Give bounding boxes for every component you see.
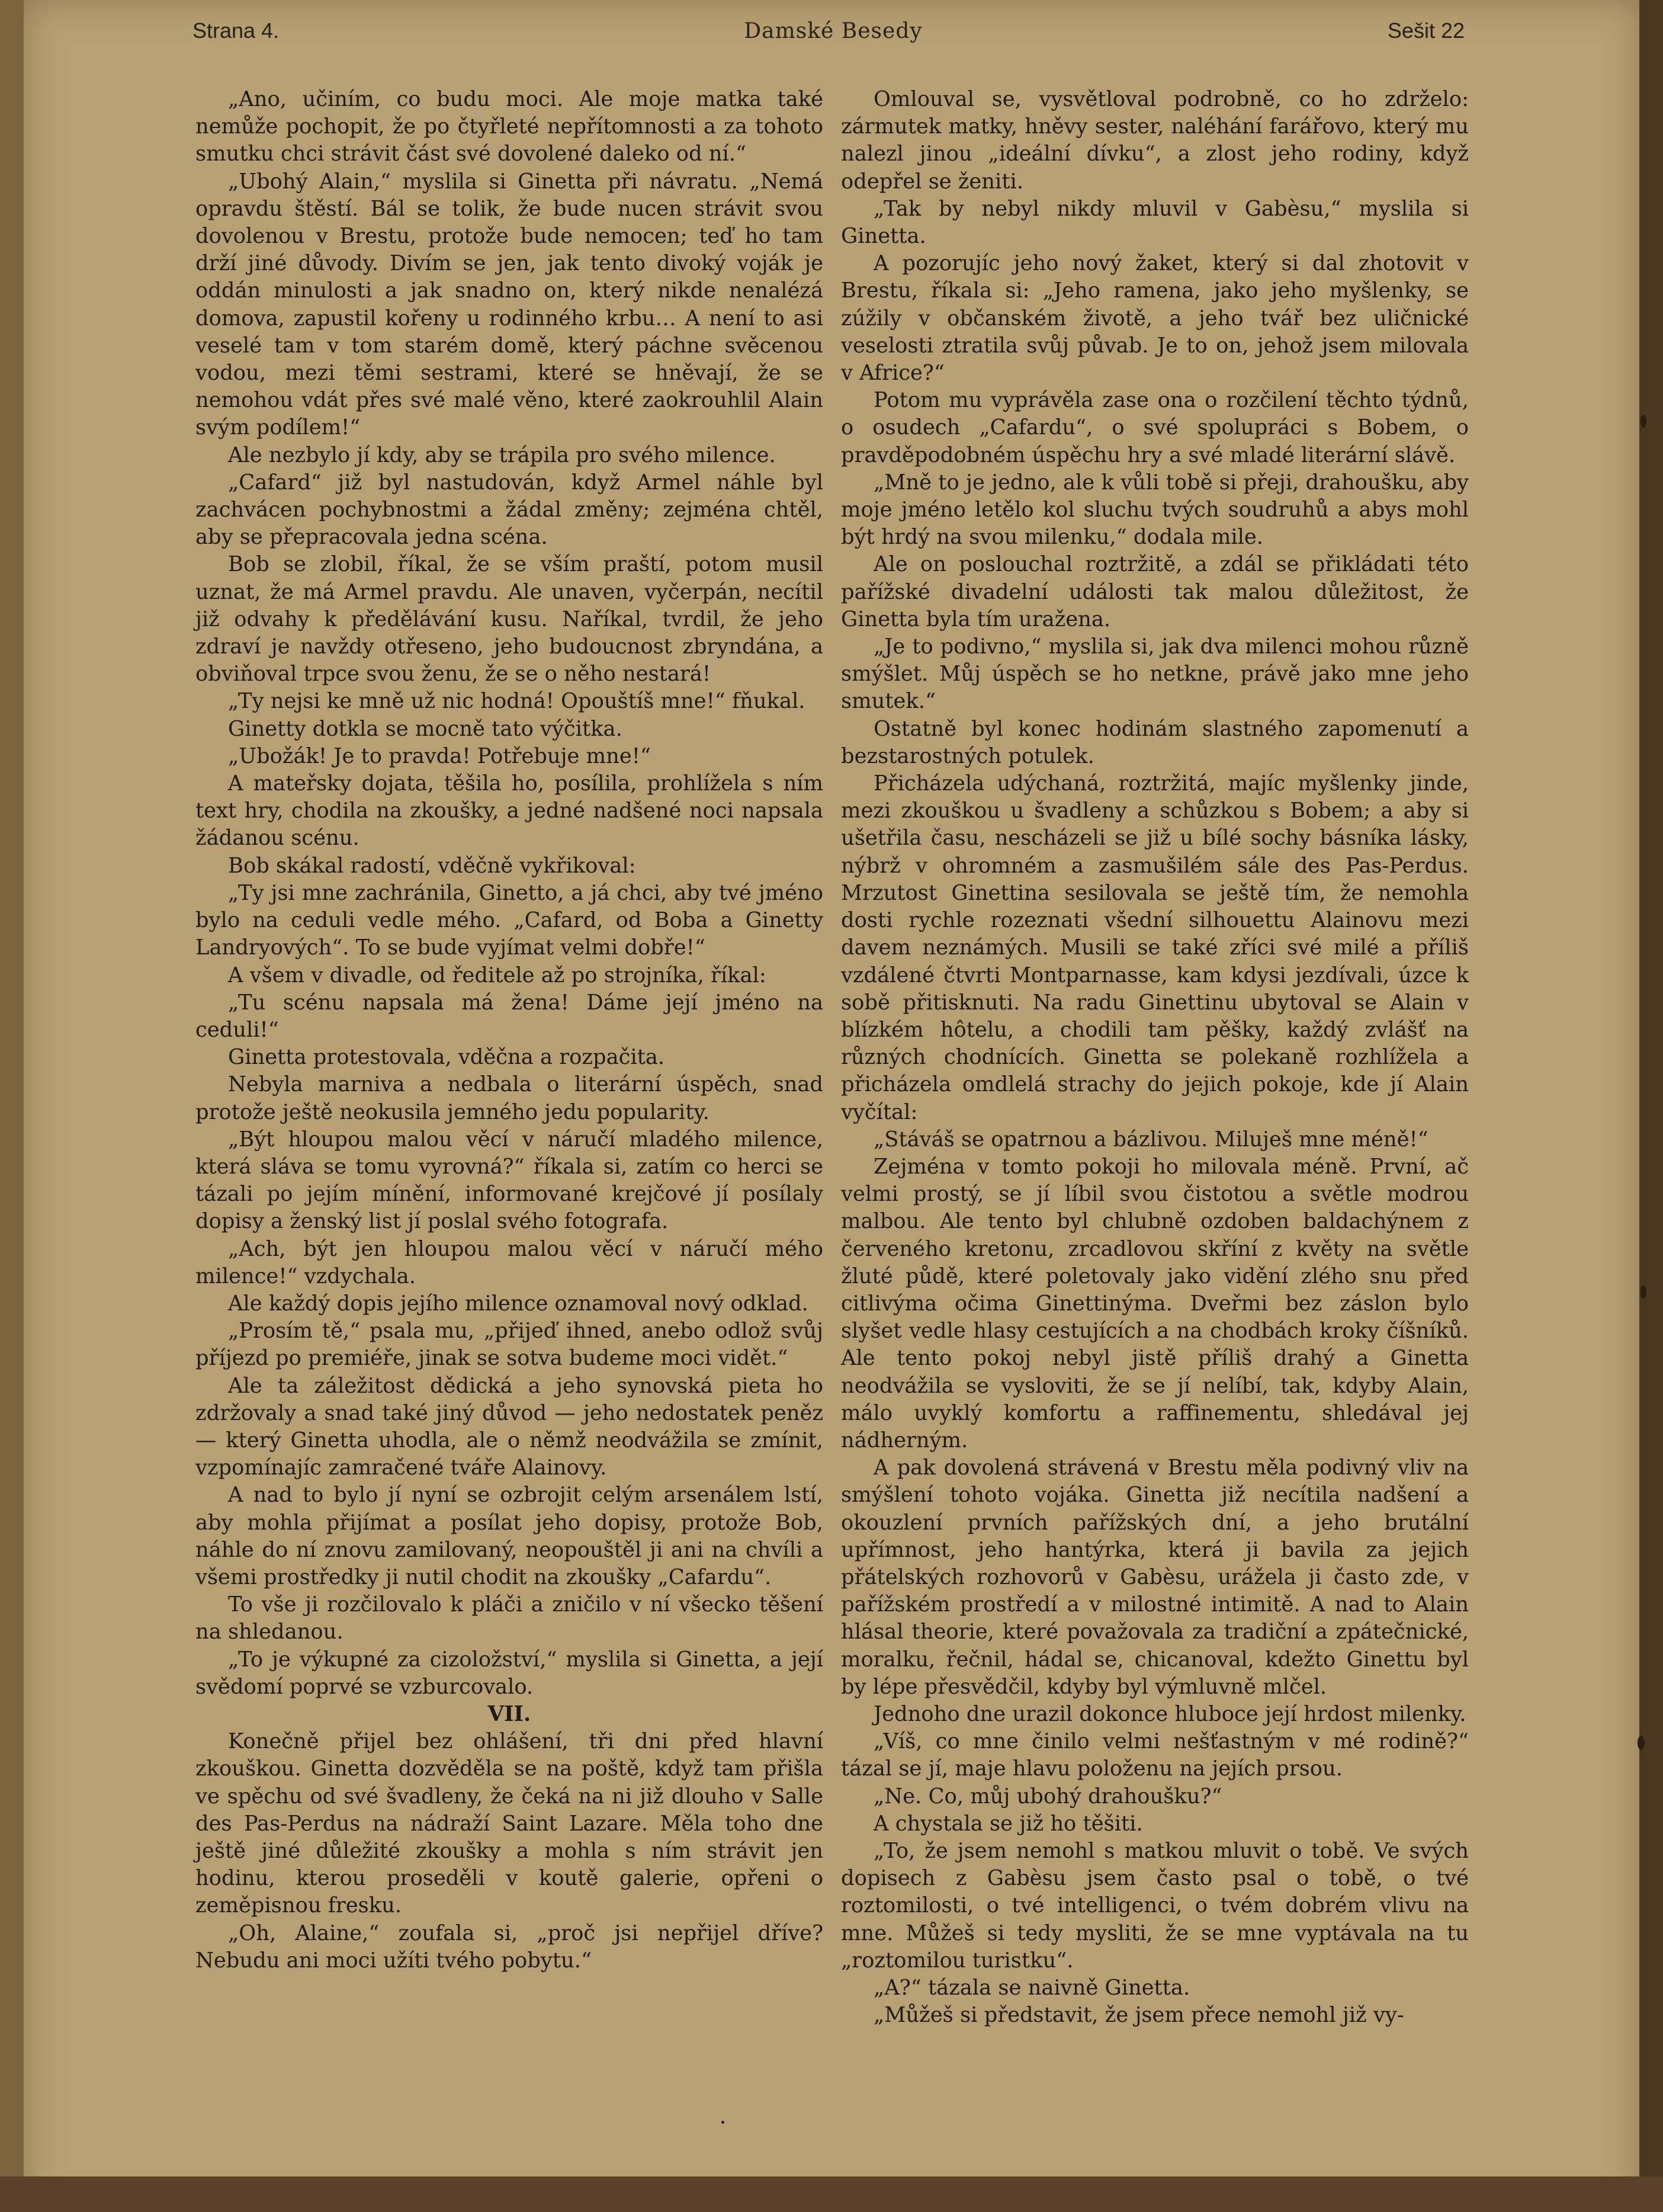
paragraph: A pak dovolená strávená v Brestu měla podivný vliv na smýšlení tohoto vojáka. Ginetta již necítila nadšení a okouzlení prvních pařížských dní, a jeho brutální upřímnost, jeho hantýrka, která ji bavila za jejich přátelských rozhovorů v Gabèsu, urážela ji často zde, v pařížském prostředí a v milostné intimitě. A nad to Alain hlásal theorie, které považovala za tradiční a zpátečnické, moralku, řečnil, hádal se, chicanoval, kdežto Ginettu byl by lépe přesvědčil, kdyby byl výmluvně mlčel. [841, 1456, 1469, 1699]
page-edge-left [0, 0, 24, 2212]
paragraph: „Můžeš si představit, že jsem přece nemohl již vy- [874, 2003, 1404, 2028]
paragraph: „Prosím tě,“ psala mu, „přijeď ihned, anebo odlož svůj příjezd po premiéře, jinak se sotva budeme moci vidět.“ [195, 1319, 823, 1371]
paragraph: „Ty jsi mne zachránila, Ginetto, a já chci, aby tvé jméno bylo na ceduli vedle mého. „Cafard, od Boba a Ginetty Landryových“. To se bude vyjímat velmi dobře!“ [195, 880, 823, 960]
paragraph: „Ty nejsi ke mně už nic hodná! Opouštíš mne!“ fňukal. [228, 689, 805, 714]
paragraph: To vše ji rozčilovalo k pláči a zničilo v ní všecko těšení na shledanou. [195, 1592, 823, 1644]
paragraph: Bob se zlobil, říkal, že se vším praští, potom musil uznat, že má Armel pravdu. Ale unaven, vyčerpán, necítil již odvahy k předělávání kusu. Naříkal, tvrdil, že jeho zdraví je navždy otřeseno, jeho budoucnost zbryndána, a obviňoval trpce svou ženu, že se o něho nestará! [195, 552, 823, 687]
paragraph: Přicházela udýchaná, roztržitá, majíc myšlenky jinde, mezi zkouškou u švadleny a schůzkou s Bobem; a aby si ušetřila času, nescházeli se již u bílé sochy básníka lásky, nýbrž v ohromném a zasmušilém sále des Pas-Perdus. Mrzutost Ginettina sesilovala se ještě tím, že nemohla dosti rychle rozeznati všední silhouettu Alainovu mezi davem neznámých. Musili se také zříci své milé a příliš vzdálené čtvrti Montparnasse, kam kdysi jezdívali, úzce k sobě přitisknuti. Na radu Ginettinu ubytoval se Alain v blízkém hôtelu, a chodili tam pěšky, každý zvlášť na různých chodnících. Ginetta se polekaně rozhlížela a přicházela omdlelá strachy do jejich pokoje, kde jí Alain vyčítal: [841, 771, 1469, 1124]
paragraph: „To je výkupné za cizoložství,“ myslila si Ginetta, a její svědomí poprvé se vzburcovalo. [195, 1647, 823, 1699]
left-column [195, 86, 823, 1974]
paragraph: „Ubohý Alain,“ myslila si Ginetta při návratu. „Nemá opravdu štěstí. Bál se tolik, že bude nucen strávit svou dovolenou v Brestu, protože bude nemocen; teď ho tam drží jiné důvody. Divím se jen, jak tento divoký voják je oddán minulosti a jak snadno on, který nikde nenalézá domova, zapustil kořeny u rodinného krbu… A není to asi veselé tam v tom starém domě, který páchne svěcenou vodou, mezi těmi sestrami, které se hněvají, že se nemohou vdát přes své malé věno, které zaokrouhlil Alain svým podílem!“ [195, 169, 823, 440]
paragraph: Ostatně byl konec hodinám slastného zapomenutí a bezstarostných potulek. [841, 716, 1469, 768]
paragraph: „Ach, být jen hloupou malou věcí v náručí mého milence!“ vzdychala. [195, 1236, 823, 1288]
paragraph: Zejména v tomto pokoji ho milovala méně. První, ač velmi prostý, se jí líbil svou čistotou a světle modrou malbou. Ale tento byl chlubně ozdoben baldachýnem z červeného kretonu, zrcadlovou skříní z květy na světle žluté půdě, které poletovaly jako vidění zlého snu před citlivýma očima Ginettinýma. Dveřmi bez záslon bylo slyšet vedle hlasy cestujících a na chodbách kroky číšníků. Ale tento pokoj nebyl jistě příliš drahý a Ginetta neodvážila se vysloviti, že se jí nelíbí, tak, kdyby Alain, málo uvyklý komfortu a raffinementu, shledával jej nádherným. [841, 1154, 1469, 1453]
paragraph: „Ano, učiním, co budu moci. Ale moje matka také nemůže pochopit, že po čtyřleté nepřítomnosti a za tohoto smutku chci strávit část své dovolené daleko od ní.“ [195, 87, 823, 166]
issue-number: Sešit 22 [1387, 18, 1465, 43]
paragraph: Omlouval se, vysvětloval podrobně, co ho zdrželo: zármutek matky, hněvy sester, naléhání farářovo, který mu nalezl jinou „ideální dívku“, a zlost jeho rodiny, když odepřel se ženiti. [841, 87, 1469, 194]
paragraph: Ale ta záležitost dědická a jeho synovská pieta ho zdržovaly a snad také jiný důvod — jeho nedostatek peněz — který Ginetta uhodla, ale o němž neodvážila se zmínit, vzpomínajíc zamračené tváře Alainovy. [195, 1373, 823, 1480]
paragraph: Ale každý dopis jejího milence oznamoval nový odklad. [228, 1291, 808, 1316]
paragraph: Bob skákal radostí, vděčně vykřikoval: [228, 853, 636, 878]
paragraph: „To, že jsem nemohl s matkou mluvit o tobě. Ve svých dopisech z Gabèsu jsem často psal o tobě, o tvé roztomilosti, o tvé intelligenci, o tvém dobrém vlivu na mne. Můžeš si tedy mysliti, že se mne vyptávala na tu „roztomilou turistku“. [841, 1839, 1469, 1973]
chapter-heading: VII. [487, 1701, 531, 1726]
paragraph: „Mně to je jedno, ale k vůli tobě si přeji, drahoušku, aby moje jméno letělo kol sluchu tvých soudruhů a abys mohl být hrdý na svou milenku,“ dodala mile. [841, 470, 1469, 550]
paragraph: „Tu scénu napsala má žena! Dáme její jméno na ceduli!“ [195, 990, 823, 1042]
paragraph: Nebyla marniva a nedbala o literární úspěch, snad protože ještě neokusila jemného jedu popularity. [195, 1072, 823, 1124]
paragraph: Jednoho dne urazil dokonce hluboce její hrdost milenky. [874, 1701, 1466, 1726]
paragraph: Potom mu vyprávěla zase ona o rozčilení těchto týdnů, o osudech „Cafardu“, o své spolupráci s Bobem, o pravděpodobném úspěchu hry a své mladé literární slávě. [841, 388, 1469, 467]
paper-speck [1638, 1736, 1645, 1750]
paragraph: A pozorujíc jeho nový žaket, který si dal zhotovit v Brestu, říkala si: „Jeho ramena, jako jeho myšlenky, se zúžily v občanském životě, a jeho tvář bez uličnické veselosti ztratila svůj půvab. Je to on, jehož jsem milovala v Africe?“ [841, 251, 1469, 386]
paragraph: Ginetta protestovala, vděčna a rozpačita. [228, 1045, 665, 1070]
page-edge-right [1639, 0, 1663, 2212]
paragraph: „Ne. Co, můj ubohý drahoušku?“ [874, 1784, 1222, 1809]
right-column [841, 86, 1469, 2029]
paragraph: Ale nezbylo jí kdy, aby se trápila pro svého milence. [228, 443, 776, 467]
paragraph: Ginetty dotkla se mocně tato výčitka. [228, 716, 622, 741]
running-header [192, 13, 1465, 49]
paragraph: A mateřsky dojata, těšila ho, posílila, prohlížela s ním text hry, chodila na zkoušky, a jedné nadšené noci napsala žádanou scénu. [195, 771, 823, 851]
paragraph: „Oh, Alaine,“ zoufala si, „proč jsi nepřijel dříve? Nebudu ani moci užíti tvého pobytu.“ [195, 1921, 823, 1973]
paragraph: „Ubožák! Je to pravda! Potřebuje mne!“ [228, 743, 651, 768]
magazine-title: Damské Besedy [744, 18, 923, 43]
paragraph: „Tak by nebyl nikdy mluvil v Gabèsu,“ myslila si Ginetta. [841, 196, 1469, 249]
paragraph: „Být hloupou malou věcí v náručí mladého milence, která sláva se tomu vyrovná?“ říkala si, zatím co herci se tázali po jejím mínění, informované krejčové jí posílaly dopisy a ženský list jí poslal svého fotografa. [195, 1127, 823, 1234]
paper-speck [1640, 1285, 1646, 1299]
page-edge-bottom [0, 2176, 1663, 2212]
paragraph: A nad to bylo jí nyní se ozbrojit celým arsenálem lstí, aby mohla přijímat a posílat jeho dopisy, protože Bob, náhle do ní znovu zamilovaný, neopouštěl ji ani na chvíli a všemi prostředky ji nutil chodit na zkoušky „Cafardu“. [195, 1483, 823, 1589]
paragraph: „A?“ tázala se naivně Ginetta. [874, 1976, 1190, 2001]
paragraph: „Stáváš se opatrnou a bázlivou. Miluješ mne méně!“ [874, 1127, 1428, 1152]
paragraph: A chystala se již ho těšiti. [874, 1811, 1143, 1836]
page-number: Strana 4. [192, 18, 280, 43]
paragraph: „Víš, co mne činilo velmi nešťastným v mé rodině?“ tázal se jí, maje hlavu položenu na jejích prsou. [841, 1729, 1469, 1781]
paper-speck [721, 2121, 724, 2124]
paragraph: Konečně přijel bez ohlášení, tři dni před hlavní zkouškou. Ginetta dozvěděla se na poště, když tam přišla ve spěchu od své švadleny, že čeká na ni již dlouho v Salle des Pas-Perdus na nádraží Saint Lazare. Měla toho dne ještě jiné důležité zkoušky a mohla s ním strávit jen hodinu, kterou proseděli v koutě galerie, opřeni o zeměpisnou fresku. [195, 1729, 823, 1918]
paragraph: A všem v divadle, od ředitele až po strojníka, říkal: [228, 963, 766, 988]
paper-speck [1640, 415, 1646, 428]
paragraph: „Cafard“ již byl nastudován, když Armel náhle byl zachvácen pochybnostmi a žádal změny; zejména chtěl, aby se přepracovala jedna scéna. [195, 470, 823, 550]
paragraph: Ale on poslouchal roztržitě, a zdál se přikládati této pařížské divadelní události tak malou důležitost, že Ginetta byla tím uražena. [841, 552, 1469, 631]
paragraph: „Je to podivno,“ myslila si, jak dva milenci mohou různě smýšlet. Můj úspěch se ho netkne, právě jako mne jeho smutek.“ [841, 634, 1469, 714]
